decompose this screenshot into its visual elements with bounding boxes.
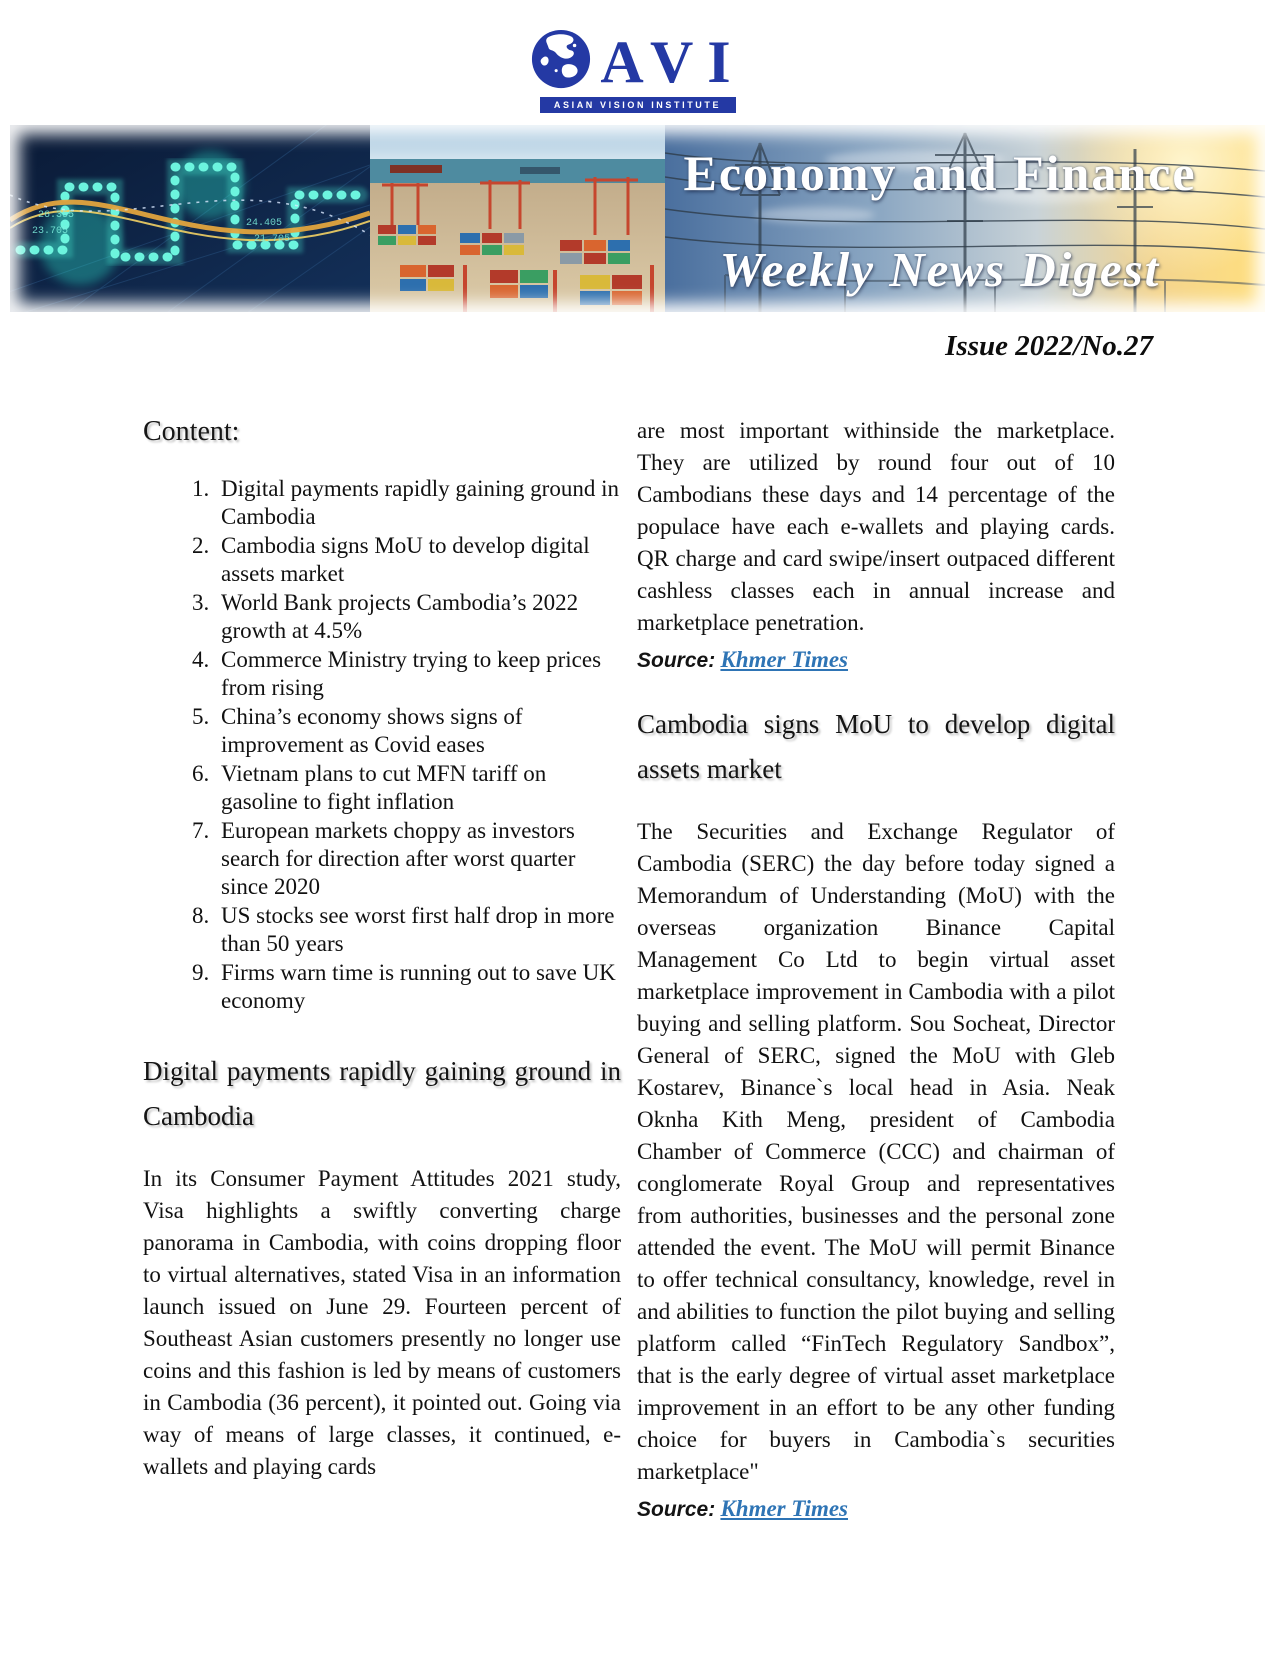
toc-item: 7. European markets choppy as investors search for direction after worst quarter since 2020 xyxy=(215,817,621,901)
toc-item: 1. Digital payments rapidly gaining ground in Cambodia xyxy=(215,475,621,531)
toc-item: 4. Commerce Ministry trying to keep prices from rising xyxy=(215,646,621,702)
left-column xyxy=(143,415,621,1527)
article-1-source xyxy=(637,645,1115,676)
banner-collage xyxy=(10,125,1265,312)
toc-item: 8. US stocks see worst first half drop in more than 50 years xyxy=(215,902,621,958)
ticker-number: 24.405 xyxy=(246,218,283,229)
article-1-heading: Digital payments rapidly gaining ground in Cambodia xyxy=(143,1056,621,1131)
ticker-number: 23.705 xyxy=(32,226,69,237)
banner-subtitle: Weekly News Digest xyxy=(719,242,1161,297)
content-heading: Content: xyxy=(143,416,240,447)
issue-number: Issue 2022/No.27 xyxy=(945,330,1153,362)
table-of-contents xyxy=(143,475,621,1015)
right-column xyxy=(637,415,1115,1527)
toc-item: 2. Cambodia signs MoU to develop digital assets market xyxy=(215,532,621,588)
source-label: Source: xyxy=(637,1498,716,1521)
ticker-number: 26.355 xyxy=(38,210,75,221)
newsletter-body xyxy=(143,415,1275,1527)
ticker-number: 21.705 xyxy=(254,234,291,245)
globe-icon xyxy=(530,28,592,95)
toc-item: 5. China’s economy shows signs of improvement as Covid eases xyxy=(215,703,621,759)
stock-photo-container-port xyxy=(370,125,665,312)
banner-title: Economy and Finance xyxy=(683,145,1197,201)
stock-photo-trading-screen xyxy=(10,125,370,312)
source-label: Source: xyxy=(637,649,716,672)
toc-item: 9. Firms warn time is running out to save UK economy xyxy=(215,959,621,1015)
khmer-times-link[interactable]: Khmer Times xyxy=(720,647,849,672)
toc-item: 6. Vietnam plans to cut MFN tariff on gasoline to fight inflation xyxy=(215,760,621,816)
logo-acronym: AVI xyxy=(600,28,745,95)
article-1-paragraph-continued: are most important withinside the marketplace. They are utilized by round four out of 10 Cambodians these days and 14 percentage of the populace have each e-wallets and playing cards. QR charge and card swipe/insert outpaced different cashless classes each in annual increase and marketplace penetration. xyxy=(637,418,1115,635)
toc-item: 3. World Bank projects Cambodia’s 2022 growth at 4.5% xyxy=(215,589,621,645)
avi-logo xyxy=(533,28,743,113)
article-2-heading: Cambodia signs MoU to develop digital assets market xyxy=(637,709,1115,784)
khmer-times-link[interactable]: Khmer Times xyxy=(720,1496,849,1521)
article-1-paragraph: In its Consumer Payment Attitudes 2021 study, Visa highlights a swiftly converting charge panorama in Cambodia, with coins dropping floor to virtual alternatives, stated Visa in an information launch issued on June 29. Fourteen percent of Southeast Asian customers presently no longer use coins and this fashion is led by means of customers in Cambodia (36 percent), it pointed out. Going via way of means of large classes, it continued, e-wallets and playing cards xyxy=(143,1166,621,1479)
article-2-paragraph: The Securities and Exchange Regulator of Cambodia (SERC) the day before today signed a Memorandum of Understanding (MoU) with the overseas organization Binance Capital Management Co Ltd to begin virtual asset marketplace improvement in Cambodia with a pilot buying and selling platform. Sou Socheat, Director General of SERC, signed the MoU with Gleb Kostarev, Binance`s local head in Asia. Neak Oknha Kith Meng, president of Cambodia Chamber of Commerce (CCC) and chairman of conglomerate Royal Group and representatives from authorities, businesses and the personal zone attended the event. The MoU will permit Binance to offer technical consultancy, knowledge, revel in and abilities to function the pilot buying and selling platform called “FinTech Regulatory Sandbox”, that is the early degree of virtual asset marketplace improvement in an effort to be any other funding choice for buyers in Cambodia`s securities marketplace" xyxy=(637,819,1115,1484)
logo-institute-name: ASIAN VISION INSTITUTE xyxy=(540,97,736,113)
article-2-source xyxy=(637,1494,1115,1525)
stock-photo-power-lines-sunset xyxy=(665,125,1265,312)
